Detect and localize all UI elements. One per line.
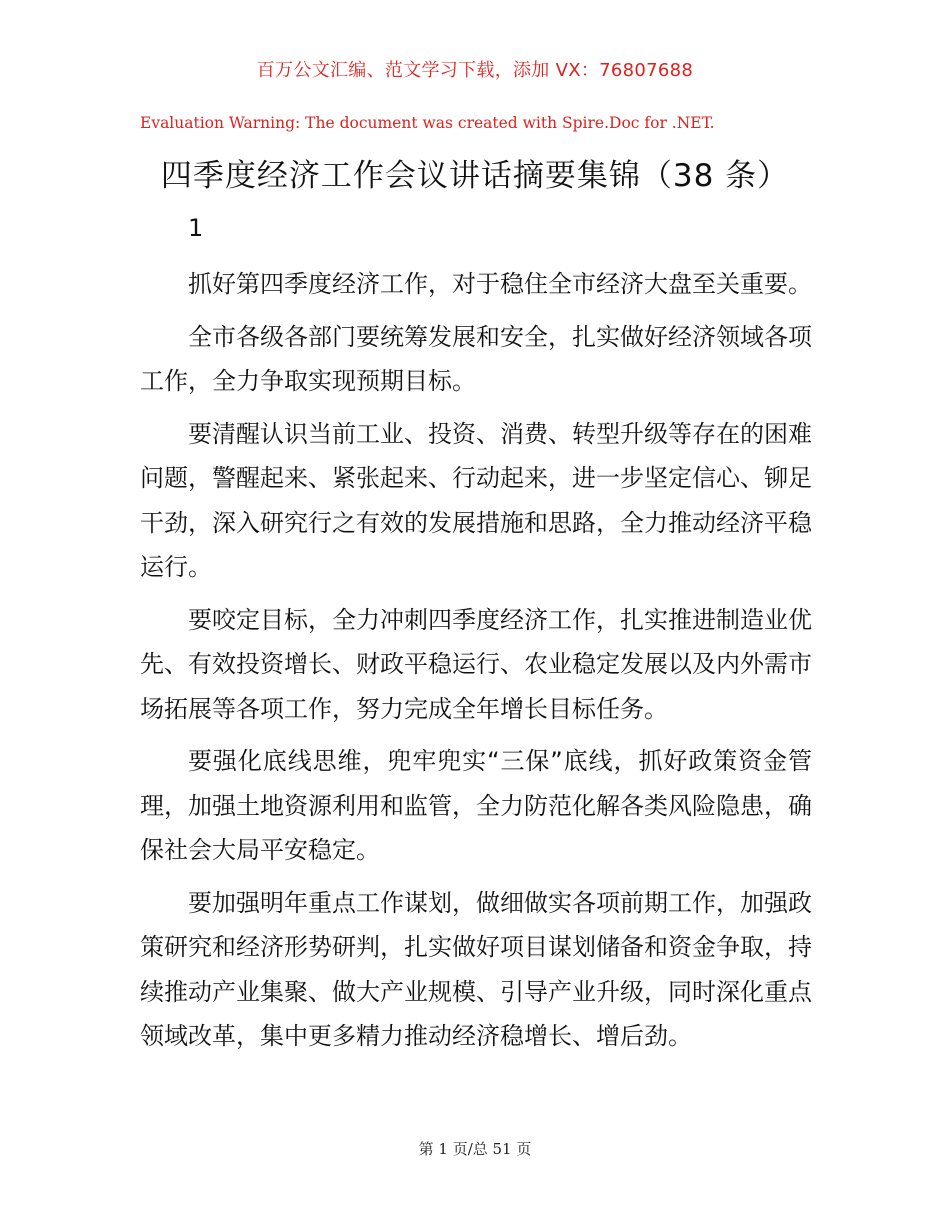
- evaluation-warning: Evaluation Warning: The document was created with Spire.Doc for .NET.: [140, 114, 715, 132]
- paragraph-2: 全市各级各部门要统筹发展和安全，扎实做好经济领域各项工作，全力争取实现预期目标。: [140, 322, 812, 395]
- paragraph-6: 要加强明年重点工作谋划，做细做实各项前期工作，加强政策研究和经济形势研判，扎实做好项目谋划储备和资金争取，持续推动产业集聚、做大产业规模、引导产业升级，同时深化重点领域改革，集中更多精力推动经济稳增长、增后劲。: [140, 888, 812, 1050]
- page-title: 四季度经济工作会议讲话摘要集锦（38 条）: [160, 158, 790, 194]
- paragraph-5: 要强化底线思维，兜牢兜实“三保”底线，抓好政策资金管理，加强土地资源利用和监管，全力防范化解各类风险隐患，确保社会大局平安稳定。: [140, 747, 812, 864]
- paragraph-1: 抓好第四季度经济工作，对于稳住全市经济大盘至关重要。: [188, 270, 812, 298]
- header-banner: 百万公文汇编、范文学习下载，添加 VX：76807688: [256, 60, 694, 81]
- paragraph-4: 要咬定目标，全力冲刺四季度经济工作，扎实推进制造业优先、有效投资增长、财政平稳运行、农业稳定发展以及内外需市场拓展等各项工作，努力完成全年增长目标任务。: [140, 605, 812, 723]
- page-footer: 第 1 页/总 51 页: [418, 1140, 532, 1158]
- document-body: [140, 262, 812, 1067]
- section-number: 1: [188, 214, 204, 242]
- paragraph-3: 要清醒认识当前工业、投资、消费、转型升级等存在的困难问题，警醒起来、紧张起来、行动起来，进一步坚定信心、铆足干劲，深入研究行之有效的发展措施和思路，全力推动经济平稳运行。: [140, 419, 812, 581]
